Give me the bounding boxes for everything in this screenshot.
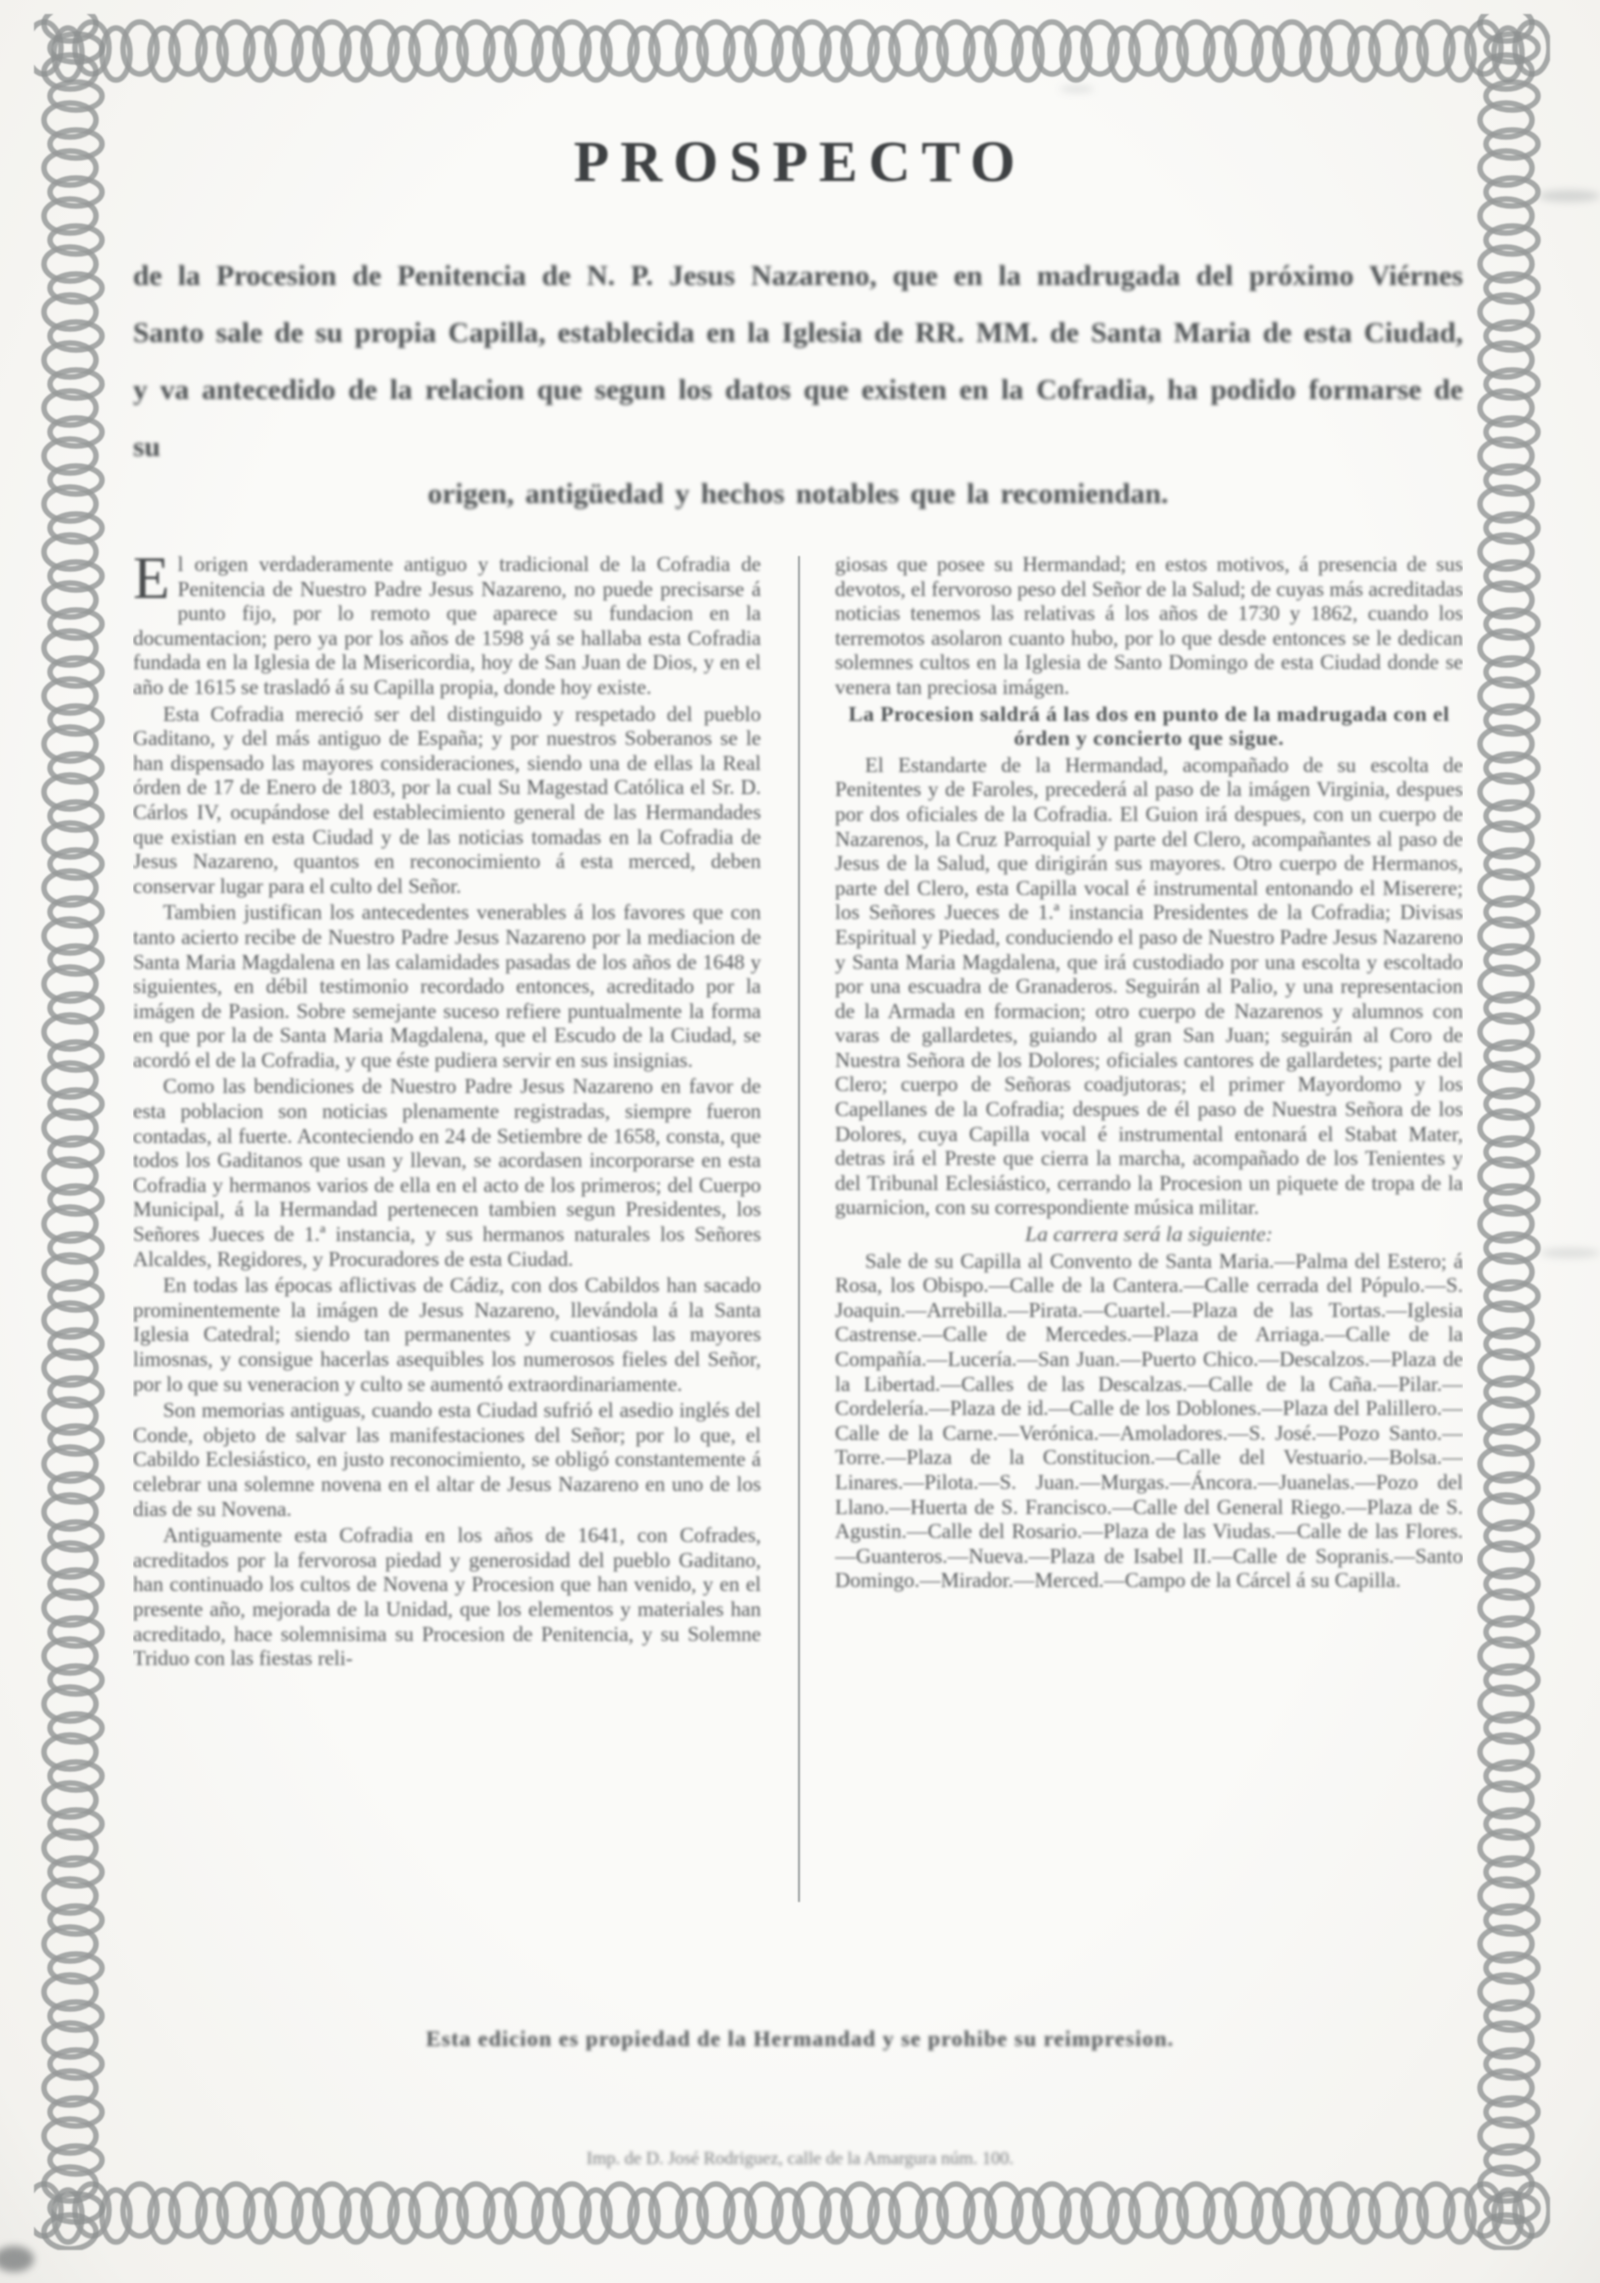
chain-pattern [34, 14, 112, 2250]
paragraph [133, 552, 761, 700]
footer-notice: Esta edicion es propiedad de la Hermandad y se prohibe su reimpresion. [425, 2026, 1174, 2051]
left-column [133, 552, 761, 1902]
paragraph: Antiguamente esta Cofradia en los años de 1641, con Cofrades, acreditados por la fervorosa piedad y generosidad del pueblo Gaditano, han continuado los cultos de Novena y Procesion que han venido, y en el presente año, mejorada de la Unidad, que los elementos y materiales han acreditado, hace solemnisima su Procesion de Penitencia, y su Solemne Triduo con las fiestas reli- [133, 1523, 761, 1671]
chain-pattern [1470, 14, 1548, 2250]
procession-heading: La Procesion saldrá á las dos en punto de la madrugada con el órden y concierto que sigue. [848, 701, 1450, 751]
route-list: Sale de su Capilla al Convento de Santa Maria.—Palma del Estero; á Rosa, los Obispo.—Calle de la Cantera.—Calle cerrada del Pópulo.—S. Joaquin.—Arrebilla.—Pirata.—Cuartel.—Plaza de las Tortas.—Iglesia Castrense.—Calle de Mercedes.—Plaza de Arriaga.—Calle de la Compañía.—Lucería.—San Juan.—Puerto Chico.—Descalzos.—Plaza de la Libertad.—Calles de las Descalzas.—Calle de la Caña.—Pilar.—Cordelería.—Plaza de id.—Calle de los Doblones.—Plaza del Palillero.—Calle de la Carne.—Verónica.—Amoladores.—S. José.—Pozo Santo.—Torre.—Plaza de la Constitucion.—Calle del Vestuario.—Bolsa.—Linares.—Pilota.—S. Juan.—Murgas.—Áncora.—Juanelas.—Pozo del Llano.—Huerta de S. Francisco.—Calle del General Riego.—Plaza de S. Agustin.—Calle del Rosario.—Plaza de las Viudas.—Calle de las Flores.—Guanteros.—Nueva.—Plaza de Isabel II.—Calle de Sopranis.—Santo Domingo.—Mirador.—Merced.—Campo de la Cárcel á su Capilla. [835, 1248, 1463, 1593]
paragraph: Como las bendiciones de Nuestro Padre Jesus Nazareno en favor de esta poblacion son noticias plenamente registradas, siempre fueron contadas, al fuerte. Aconteciendo en 24 de Setiembre de 1658, consta, que todos los Gaditanos que usan y llevan, se acordasen incorporarse en esta Cofradia y hermanos varios de ella en el acto de los primeros; del Cuerpo Municipal, á la Hermandad pertenecen tambien segun Presidentes, los Señores Jueces de 1.ª instancia, y sus hermanos naturales los Señores Alcaldes, Regidores, y Procuradores de esta Ciudad. [133, 1074, 761, 1271]
drop-cap: E [133, 552, 170, 611]
decorative-border-right [1470, 14, 1548, 2250]
paragraph: Esta Cofradia mereció ser del distinguido y respetado del pueblo Gaditano, y del más antiguo de España; y por nuestros Soberanos se le han dispensado las mayores consideraciones, siendo una de ellas la Real órden de 17 de Enero de 1803, por la cual Su Magestad Católica el Sr. D. Cárlos IV, ocupándose del establecimiento general de las Hermandades que existian en esta Ciudad y de las noticias tomadas en la Cofradia de Jesus Nazareno, quantos en reconocimiento á esta merced, deben conservar lugar para el culto del Señor. [133, 701, 761, 898]
scan-artifact [1060, 86, 1094, 92]
chain-pattern [34, 14, 1550, 88]
paragraph-text: l origen verdaderamente antiguo y tradicional de la Cofradia de Penitencia de Nuestro Padre Jesus Nazareno, no puede precisarse á punto fijo, por lo remoto que aparece su fundacion en la documentacion; pero ya por los años de 1598 yá se hallaba esta Cofradia fundada en la Iglesia de la Misericordia, hoy de San Juan de Dios, y en el año de 1615 se trasladó á su Capilla propia, donde hoy existe. [133, 552, 761, 699]
decorative-border-top [34, 14, 1550, 88]
paragraph: giosas que posee su Hermandad; en estos motivos, á presencia de sus devotos, el fervoroso peso del Señor de la Salud; de cuyas más acreditadas noticias tenemos las relativas á los años de 1730 y 1862, cuando los terremotos asolaron cuanto hubo, por lo que desde entonces se le dedican solemnes cultos en la Iglesia de Santo Domingo de esta Ciudad donde se venera tan preciosa imágen. [835, 552, 1463, 699]
body-columns [133, 552, 1463, 1902]
chain-pattern [34, 2176, 1550, 2250]
scan-artifact [1540, 1248, 1600, 1258]
decorative-border-left [34, 14, 112, 2250]
right-column [835, 552, 1463, 1902]
route-heading: La carrera será la siguiente: [1025, 1222, 1273, 1247]
paragraph: Tambien justifican los antecedentes venerables á los favores que con tanto acierto recibe de Nuestro Padre Jesus Nazareno por la mediacion de Santa Maria Magdalena en las calamidades pasadas de los años de 1648 y siguientes, en débil testimonio recordado entonces, acreditado por la imágen de Pasion. Sobre semejante suceso refiere puntualmente la forma en que por la de Santa Maria Magdalena, que el Escudo de la Ciudad, se acordó el de la Cofradia, y que éste pudiera servir en sus insignias. [133, 900, 761, 1072]
paragraph: En todas las épocas aflictivas de Cádiz, con dos Cabildos han sacado prominentemente la imágen de Jesus Nazareno, llevándola á la Santa Iglesia Catedral; siendo tan permanentes y cuantiosas las mayores limosnas, y consigue hacerlas asequibles los numerosos fieles del Señor, por lo que su veneracion y culto se aumentó extraordinariamente. [133, 1273, 761, 1396]
scan-artifact [0, 2246, 34, 2272]
subtitle: de la Procesion de Penitencia de N. P. Jesus Nazareno, que en la madrugada del próximo Viérnes Santo sale de su propia Capilla, establecida en la Iglesia de RR. MM. de Santa Maria de esta Ciudad, y va antecedido de la relacion que segun los datos que existen en la Cofradia, ha podido formarse de su [133, 260, 1463, 463]
page-title: PROSPECTO [573, 129, 1027, 194]
imprint: Imp. de D. José Rodriguez, calle de la Amargura núm. 100. [586, 2148, 1014, 2168]
subtitle-closing-line: origen, antigüedad y hechos notables que la recomiendan. [427, 478, 1169, 510]
paragraph: El Estandarte de la Hermandad, acompañado de su escolta de Penitentes y de Faroles, precederá al paso de la imágen Virginia, despues por dos oficiales de la Cofradia. El Guion irá despues, con un cuerpo de Nazarenos, la Cruz Parroquial y parte del Clero, acompañantes al paso de Jesus de la Salud, que dirigirán sus mayores. Otro cuerpo de Hermanos, parte del Clero, esta Capilla vocal é instrumental entonando el Miserere; los Señores Jueces de 1.ª instancia Presidentes de la Cofradia; Divisas Espiritual y Piedad, conduciendo el paso de Nuestro Padre Jesus Nazareno y Santa Maria Magdalena, que irá custodiado por una escolta y escoltado por una escuadra de Granaderos. Seguirán al Palio, y una representacion de la Armada en formacion; otro cuerpo de Nazarenos y alumnos con varas de gallardetes, guiando al gran San Juan; seguirán al Coro de Nuestra Señora de los Dolores; oficiales cantores de gallardetes; parte del Clero; cuerpo de Señoras coadjutoras; el primer Mayordomo y los Capellanes de la Cofradia; despues de él paso de Nuestra Señora de los Dolores, cuya Capilla vocal é instrumental entonará el Stabat Mater, detras irá el Preste que cierra la marcha, acompañado de los Tenientes y del Tribunal Eclesiástico, cerrando la Procesion un piquete de tropa de la guarnicion, con su correspondiente música militar. [835, 752, 1463, 1220]
paragraph: Son memorias antiguas, cuando esta Ciudad sufrió el asedio inglés del Conde, objeto de salvar las manifestaciones del Señor; por lo que, el Cabildo Eclesiástico, en justo reconocimiento, se obligó constantemente á celebrar una solemne novena en el altar de Jesus Nazareno en uno de los dias de su Novena. [133, 1398, 761, 1521]
decorative-border-bottom [34, 2176, 1550, 2250]
